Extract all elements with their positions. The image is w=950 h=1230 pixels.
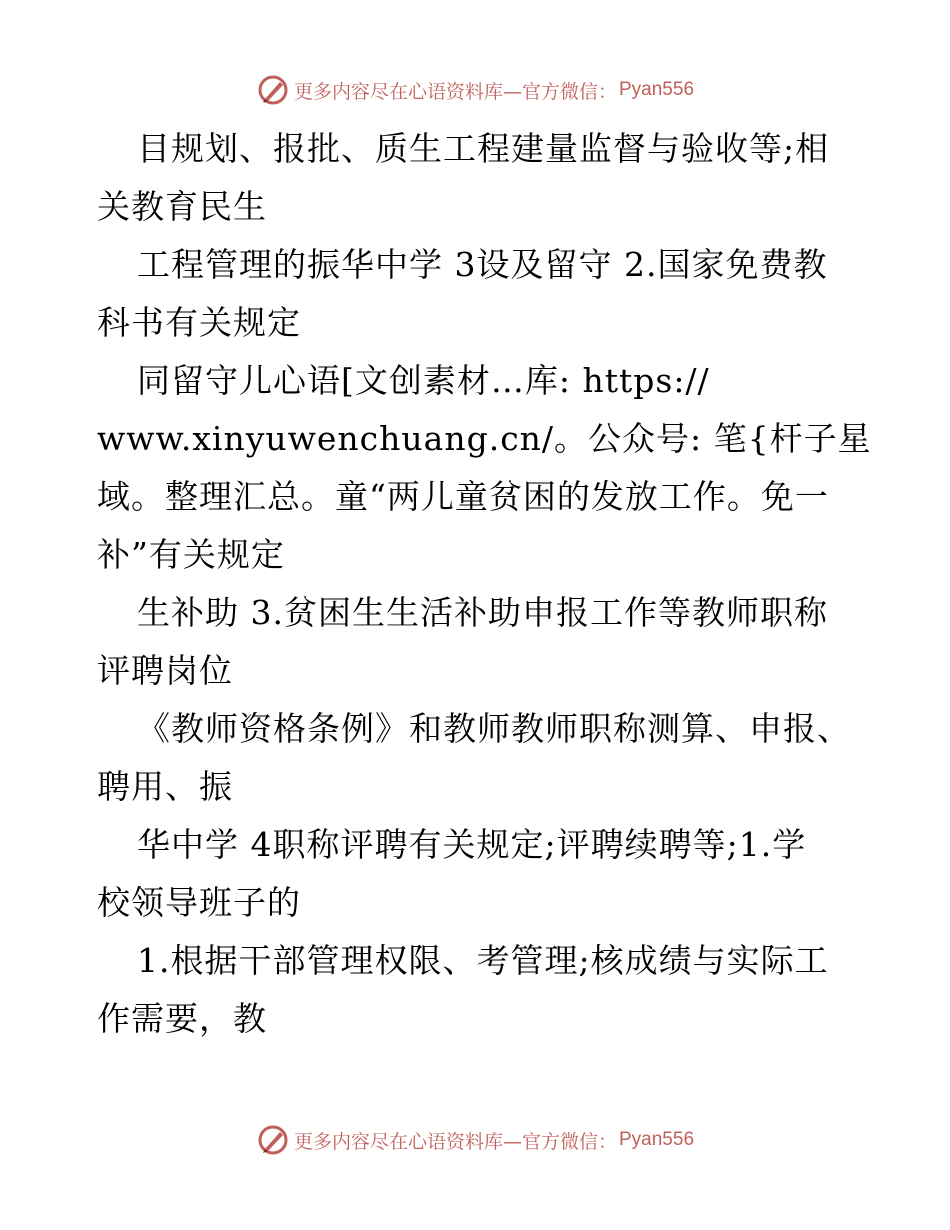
paragraph-4-line-2: 评聘岗位 (97, 651, 233, 690)
paragraph-6 (97, 816, 857, 932)
header-text: 更多内容尽在心语资料库—官方微信： (293, 80, 617, 103)
document-body (97, 120, 872, 1048)
paragraph-3-line-3: 域。整理汇总。童“两儿童贫困的发放工作。免一 (97, 477, 829, 516)
header-banner (0, 70, 950, 110)
paragraph-2-line-2: 科书有关规定 (97, 303, 301, 342)
paragraph-5-line-1: 《教师资格条例》和教师教师职称测算、申报、 (137, 709, 851, 748)
paragraph-1-line-1: 目规划、报批、质生工程建量监督与验收等;相 (137, 129, 830, 168)
pen-logo-icon (256, 73, 290, 107)
paragraph-1-line-2: 关教育民生 (97, 187, 267, 226)
header-wechat-id: Pyan556 (619, 79, 695, 100)
paragraph-6-line-1: 华中学 4职称评聘有关规定;评聘续聘等;1.学 (137, 825, 807, 864)
paragraph-3-line-4: 补”有关规定 (97, 535, 285, 574)
paragraph-7 (97, 932, 857, 1048)
paragraph-5-line-2: 聘用、振 (97, 767, 233, 806)
paragraph-3 (97, 352, 872, 584)
footer-text: 更多内容尽在心语资料库—官方微信： (293, 1130, 617, 1153)
paragraph-3-line-2: www.xinyuwenchuang.cn/。公众号: 笔{杆子星 (97, 419, 872, 458)
paragraph-2 (97, 236, 857, 352)
paragraph-5 (97, 700, 857, 816)
paragraph-3-line-1: 同留守儿心语[文创素材…库: https:// (137, 361, 710, 400)
footer-banner (0, 1120, 950, 1160)
paragraph-4-line-1: 生补助 3.贫困生生活补助申报工作等教师职称 (137, 593, 828, 632)
paragraph-4 (97, 584, 857, 700)
paragraph-7-line-2: 作需要，教 (97, 999, 267, 1038)
paragraph-1 (97, 120, 857, 236)
paragraph-7-line-1: 1.根据干部管理权限、考管理;核成绩与实际工 (137, 941, 829, 980)
paragraph-6-line-2: 校领导班子的 (97, 883, 301, 922)
pen-logo-icon (256, 1123, 290, 1157)
footer-wechat-id: Pyan556 (619, 1129, 695, 1150)
paragraph-2-line-1: 工程管理的振华中学 3设及留守 2.国家免费教 (137, 245, 828, 284)
